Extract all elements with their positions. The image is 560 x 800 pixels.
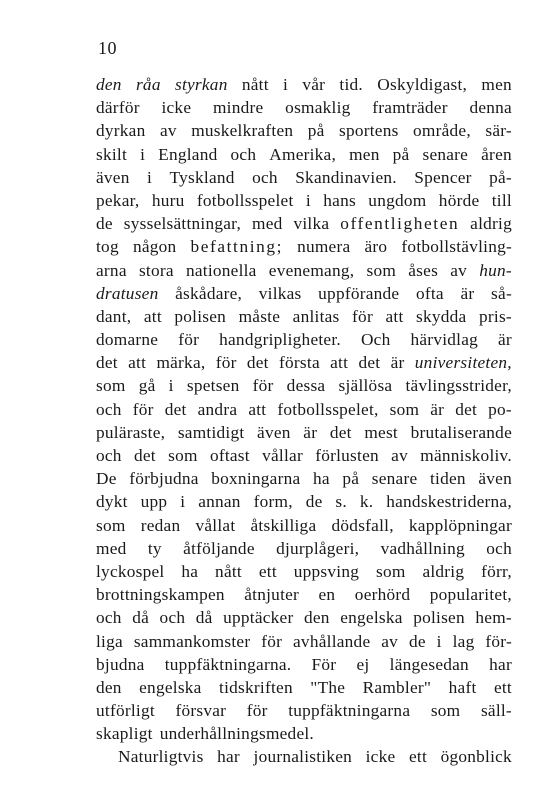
- word: det: [246, 353, 269, 373]
- word: pris-: [479, 306, 512, 326]
- word: upp: [140, 492, 168, 512]
- word: engelska: [139, 677, 202, 697]
- word: ofta: [415, 283, 444, 303]
- word: engelska: [340, 608, 403, 628]
- word: oftast: [209, 446, 250, 465]
- word: s.: [335, 492, 347, 512]
- word: dykt: [96, 492, 128, 512]
- word: på: [307, 121, 325, 141]
- word: djurplågeri,: [276, 538, 360, 558]
- text-line: [96, 583, 512, 606]
- word: för: [246, 701, 268, 721]
- word: anlitas: [292, 306, 340, 326]
- word: underhållningsmedel.: [159, 724, 314, 744]
- word: dant,: [96, 306, 132, 326]
- word: tid.: [339, 75, 363, 94]
- word: nationella: [185, 260, 257, 280]
- word: till: [491, 190, 512, 210]
- word: skydda: [416, 306, 467, 326]
- word: mest: [364, 422, 398, 442]
- word: för: [132, 399, 154, 419]
- word: äro: [364, 237, 388, 257]
- word: är: [498, 330, 512, 350]
- word: brottningskampen: [96, 585, 225, 605]
- text-line: [96, 560, 512, 583]
- word: ungdom: [368, 190, 427, 210]
- word: liga: [96, 631, 123, 651]
- text-line: [96, 467, 512, 490]
- word: åses: [408, 260, 439, 280]
- word: numera: [297, 237, 351, 257]
- word: och: [230, 144, 257, 164]
- word: utförligt: [96, 701, 155, 721]
- word: att: [128, 353, 147, 373]
- word: och: [96, 608, 122, 628]
- word: härvidlag: [410, 330, 479, 350]
- word: det: [96, 353, 118, 373]
- word: nått: [215, 561, 242, 581]
- word: i: [147, 167, 153, 187]
- word: tävlingsstrider,: [405, 376, 512, 396]
- word: i: [140, 144, 146, 164]
- word: Skandinavien.: [295, 167, 397, 187]
- word: fotbollsspelet: [196, 190, 294, 210]
- word: vilkas: [258, 283, 302, 303]
- word: Oskyldigast,: [377, 75, 468, 94]
- word: po-: [488, 399, 512, 419]
- italic-word: råa: [135, 75, 161, 94]
- text-line: [96, 630, 512, 653]
- word: samtidigt: [177, 422, 245, 442]
- text-line: [96, 73, 512, 96]
- word: oerhörd: [354, 585, 411, 605]
- word: denna: [469, 98, 512, 118]
- word: pekar,: [96, 190, 140, 210]
- word: redan: [140, 515, 181, 535]
- word: fotbollstävling-: [401, 237, 512, 257]
- word: handskestriderna,: [386, 492, 512, 512]
- word: förr,: [481, 561, 512, 581]
- text-line: [96, 305, 512, 328]
- word: De: [96, 469, 117, 489]
- word: åtföljande: [183, 538, 255, 558]
- word: skilt: [96, 144, 128, 164]
- word: vadhållning: [380, 538, 465, 558]
- italic-word: hun-: [479, 260, 512, 280]
- word: dyrkan: [96, 121, 146, 141]
- word: då: [132, 608, 150, 628]
- word: och: [486, 538, 512, 558]
- word: vilka: [293, 214, 330, 234]
- word: att: [248, 399, 267, 419]
- word: ett: [408, 747, 427, 767]
- text-line: [96, 328, 512, 351]
- word: lyckospel: [96, 561, 165, 581]
- word: muskelkraften: [191, 121, 294, 141]
- word: handgripligheter.: [219, 330, 341, 350]
- word: Spencer: [414, 167, 472, 187]
- word: på: [392, 144, 410, 164]
- word: ty: [147, 538, 162, 558]
- text-line: [96, 143, 512, 166]
- word: att: [385, 306, 404, 326]
- word: aldrig: [422, 561, 465, 581]
- word: det: [358, 353, 381, 373]
- text-line: [96, 745, 512, 768]
- word: för-: [485, 631, 512, 651]
- word: tog: [96, 237, 119, 257]
- word: att: [330, 353, 349, 373]
- word: åtskilliga: [250, 515, 317, 535]
- word: märka,: [156, 353, 206, 373]
- word: polisen: [413, 608, 465, 628]
- word: haft: [448, 677, 477, 697]
- word: stora: [138, 260, 174, 280]
- word: k.: [359, 492, 374, 512]
- word: i: [305, 190, 311, 210]
- word: av: [450, 260, 468, 280]
- word: och: [96, 399, 122, 419]
- word: Amerika,: [269, 144, 337, 164]
- word: andra: [197, 399, 238, 419]
- word: icke: [161, 98, 192, 118]
- word: senare: [422, 144, 469, 164]
- word: sysselsättningar,: [123, 214, 242, 234]
- word: försvar: [175, 701, 227, 721]
- text-line: [96, 537, 512, 560]
- word: är: [390, 353, 405, 373]
- word: polisen: [174, 306, 227, 326]
- word: domarne: [96, 330, 159, 350]
- word: av: [391, 446, 408, 465]
- text-line: [96, 374, 512, 397]
- word: boxningarna: [211, 469, 301, 489]
- text-line: [96, 676, 512, 699]
- word: som: [96, 515, 126, 535]
- word: sammankomster: [133, 631, 251, 651]
- word: en: [318, 585, 336, 605]
- word: åskådare,: [175, 283, 243, 303]
- text-line: [96, 282, 512, 305]
- word: av: [381, 631, 399, 651]
- word: i: [283, 75, 289, 94]
- word: av: [159, 121, 177, 141]
- word: puläraste,: [96, 422, 166, 442]
- word: som: [430, 701, 461, 721]
- word: det: [455, 399, 478, 419]
- word: vållat: [195, 515, 236, 535]
- word: för: [261, 631, 283, 651]
- word: men: [481, 75, 512, 94]
- word: uppförande: [318, 283, 400, 303]
- word: dödsfall,: [331, 515, 394, 535]
- spaced-word: befattning;: [190, 237, 283, 257]
- word: icke: [365, 747, 396, 767]
- word: form,: [253, 492, 293, 512]
- italic-word: styrkan: [174, 75, 228, 94]
- word: skapligt: [96, 724, 153, 744]
- text-line: [96, 606, 512, 629]
- text-line: [96, 398, 512, 421]
- text-line: [96, 490, 512, 513]
- word: säll-: [480, 701, 512, 721]
- italic-word: den: [96, 75, 122, 94]
- page-number: 10: [98, 38, 117, 58]
- word: För: [311, 654, 337, 674]
- word: har: [217, 747, 240, 767]
- word: Naturligtvis: [118, 747, 204, 767]
- word: aldrig: [470, 214, 512, 234]
- italic-word: dratusen: [96, 283, 159, 303]
- word: någon: [132, 237, 177, 257]
- word: men: [349, 144, 380, 164]
- text-line: [96, 212, 512, 235]
- word: senare: [371, 469, 418, 489]
- word: och: [252, 167, 278, 187]
- word: de: [96, 214, 113, 234]
- word: i: [436, 631, 442, 651]
- word: det: [164, 399, 187, 419]
- word: i: [180, 492, 186, 512]
- word: huru: [151, 190, 185, 210]
- word: har: [489, 654, 512, 674]
- word: åtnjuter: [244, 585, 300, 605]
- word: popularitet,: [429, 585, 512, 605]
- word: på: [342, 469, 360, 489]
- word: för: [352, 306, 373, 326]
- text-line: [96, 653, 512, 676]
- word: är: [303, 422, 318, 442]
- word: och: [96, 446, 122, 465]
- word: område,: [413, 121, 471, 141]
- text-line: [96, 119, 512, 142]
- word: själlösa: [338, 376, 393, 396]
- word: nått: [241, 75, 269, 94]
- word: ha: [181, 561, 199, 581]
- word: i: [168, 376, 174, 396]
- word: den: [96, 677, 122, 697]
- word: vållar: [262, 446, 303, 465]
- word: arna: [96, 260, 127, 280]
- text-line: [96, 96, 512, 119]
- word: då: [195, 608, 213, 628]
- word: osmaklig: [285, 98, 351, 118]
- word: annan: [198, 492, 241, 512]
- word: evenemang,: [268, 260, 355, 280]
- word: gå: [138, 376, 156, 396]
- word: även: [96, 167, 130, 187]
- word: lag: [452, 631, 475, 651]
- word: människoliv.: [420, 446, 512, 465]
- word: tuppfäktningarna: [288, 701, 411, 721]
- body-text: [96, 73, 512, 769]
- word: tuppfäktningarna.: [164, 654, 292, 674]
- word: spetsen: [186, 376, 240, 396]
- text-line: [96, 189, 512, 212]
- word: hem-: [475, 608, 512, 628]
- word: på-: [489, 167, 512, 187]
- word: avhållande: [293, 631, 371, 651]
- word: för: [252, 376, 274, 396]
- word: ha: [312, 469, 330, 489]
- word: måste: [238, 306, 281, 326]
- word: Tyskland: [169, 167, 235, 187]
- text-line: [96, 699, 512, 722]
- word: och: [159, 608, 186, 628]
- word: England: [158, 144, 218, 164]
- text-line: [96, 421, 512, 444]
- word: det: [329, 422, 352, 442]
- word: att: [143, 306, 162, 326]
- word: förbjudna: [129, 469, 199, 489]
- text-line: [96, 259, 512, 282]
- word: med: [252, 214, 283, 234]
- spaced-word: offentligheten: [340, 214, 460, 234]
- word: därför: [96, 98, 140, 118]
- word: bjudna: [96, 654, 145, 674]
- word: brutaliserande: [410, 422, 512, 442]
- word: "The: [310, 677, 346, 697]
- word: även: [257, 422, 291, 442]
- word: sportens: [338, 121, 399, 141]
- word: hans: [323, 190, 356, 210]
- word: uppsving: [293, 561, 360, 581]
- word: som: [96, 376, 126, 396]
- word: den: [304, 608, 330, 628]
- word: som: [168, 446, 198, 465]
- word: sär-: [485, 121, 512, 141]
- word: som: [389, 399, 420, 419]
- word: som: [376, 561, 406, 581]
- word: tidskriften: [219, 677, 293, 697]
- word: Rambler": [362, 677, 432, 697]
- text-line: [96, 235, 512, 258]
- word: upptäcker: [223, 608, 294, 628]
- word: tiden: [429, 469, 466, 489]
- word: mindre: [212, 98, 264, 118]
- word: vår: [302, 75, 326, 94]
- text-line: [96, 444, 512, 467]
- word: framträder: [372, 98, 448, 118]
- word: för: [215, 353, 237, 373]
- word: fotbollsspelet,: [277, 399, 379, 419]
- text-line: [96, 351, 512, 374]
- word: ett: [258, 561, 277, 581]
- word: med: [96, 538, 127, 558]
- italic-word: universiteten,: [414, 353, 512, 373]
- word: Och: [360, 330, 391, 350]
- word: det: [133, 446, 156, 465]
- word: åren: [481, 144, 512, 164]
- word: för: [178, 330, 200, 350]
- word: som: [366, 260, 397, 280]
- word: dessa: [286, 376, 326, 396]
- word: ej: [356, 654, 370, 674]
- text-line: [96, 514, 512, 537]
- word: längesedan: [389, 654, 469, 674]
- word: de: [408, 631, 426, 651]
- word: ett: [493, 677, 512, 697]
- word: är: [430, 399, 445, 419]
- word: kapplöpningar: [408, 515, 512, 535]
- word: de: [305, 492, 323, 512]
- word: så-: [491, 283, 512, 303]
- word: journalistiken: [253, 747, 353, 767]
- word: förlusten: [315, 446, 379, 465]
- word: ögonblick: [440, 747, 512, 767]
- text-line: [96, 722, 512, 745]
- word: hörde: [438, 190, 480, 210]
- word: även: [478, 469, 512, 489]
- word: är: [460, 283, 475, 303]
- text-line: [96, 166, 512, 189]
- word: första: [279, 353, 320, 373]
